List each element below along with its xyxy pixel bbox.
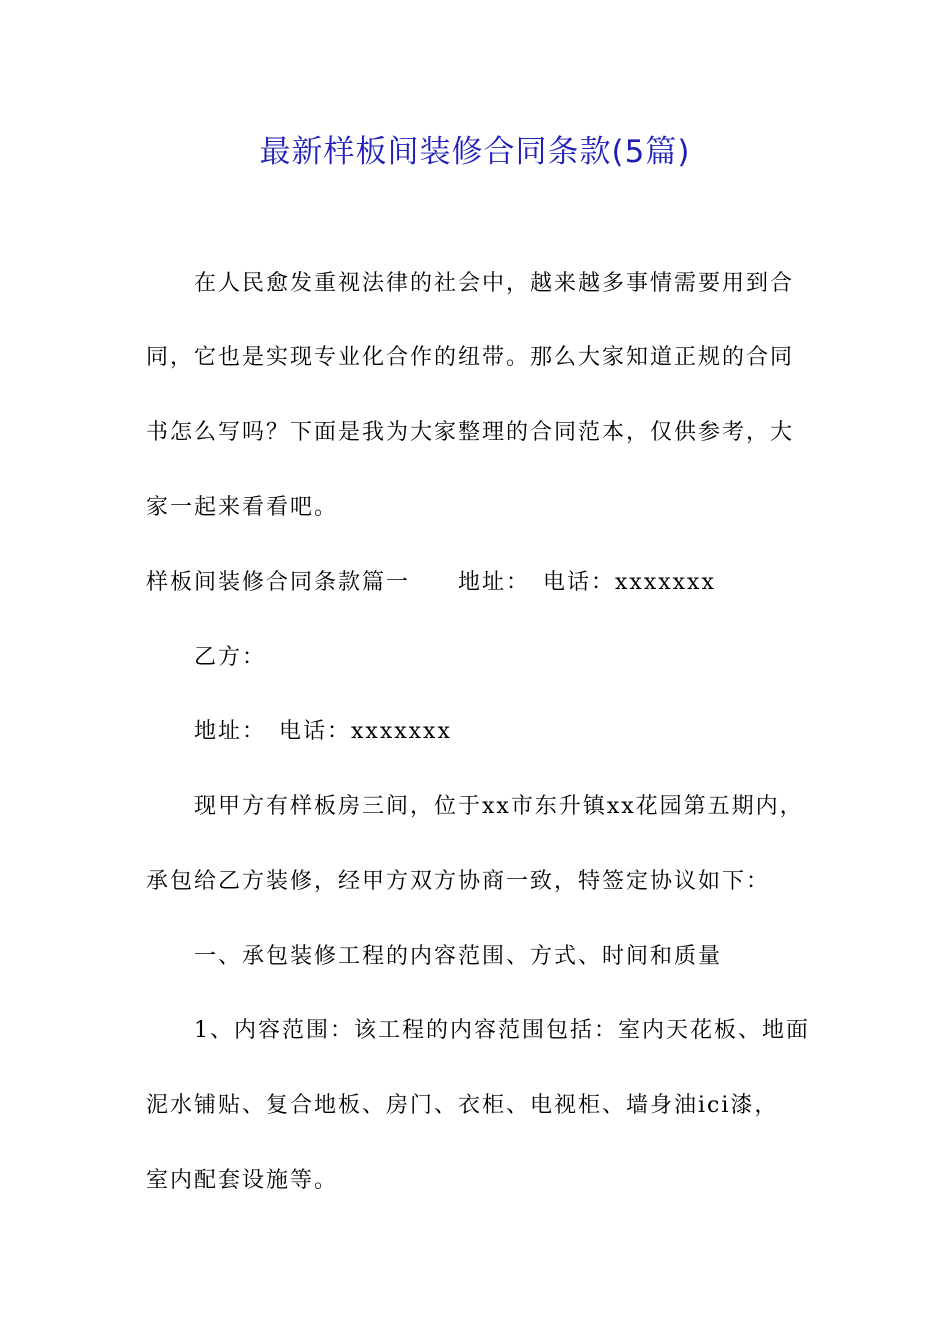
section-heading-line: 样板间装修合同条款篇一 地址： 电话：xxxxxxx — [146, 570, 716, 595]
intro-line-3: 书怎么写吗？下面是我为大家整理的合同范本，仅供参考，大 — [146, 420, 795, 445]
clause-heading-line: 一、承包装修工程的内容范围、方式、时间和质量 — [194, 944, 723, 969]
body-line-2: 承包给乙方装修，经甲方双方协商一致，特签定协议如下： — [146, 869, 771, 894]
address-phone-line: 地址： 电话：xxxxxxx — [194, 719, 452, 744]
intro-line-1: 在人民愈发重视法律的社会中，越来越多事情需要用到合 — [194, 271, 795, 296]
clause-line-3: 室内配套设施等。 — [146, 1168, 339, 1193]
document-title: 最新样板间装修合同条款(5篇) — [259, 134, 691, 170]
party-b-line: 乙方： — [194, 645, 267, 670]
body-line-1: 现甲方有样板房三间，位于xx市东升镇xx花园第五期内， — [194, 794, 804, 819]
clause-line-1: 1、内容范围：该工程的内容范围包括：室内天花板、地面 — [194, 1018, 810, 1043]
intro-line-4: 家一起来看看吧。 — [146, 495, 339, 520]
intro-line-2: 同，它也是实现专业化合作的纽带。那么大家知道正规的合同 — [146, 345, 795, 370]
clause-line-2: 泥水铺贴、复合地板、房门、衣柜、电视柜、墙身油ici漆， — [146, 1093, 779, 1118]
